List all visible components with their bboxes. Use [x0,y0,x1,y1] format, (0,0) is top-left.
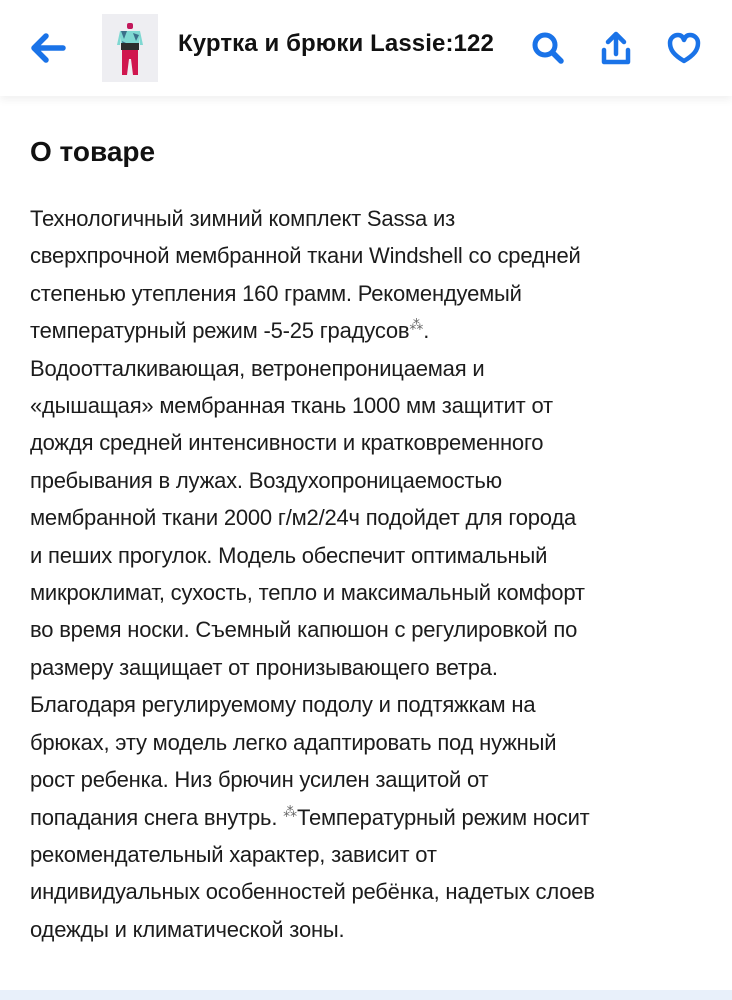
description-text [30,200,710,948]
description-line: размеру защищает от пронизывающего ветра. [30,654,498,680]
description-line: рост ребенка. Низ брючин усилен защитой от [30,767,489,793]
back-button[interactable] [26,26,70,70]
favorite-button[interactable] [664,28,704,68]
product-thumbnail[interactable] [102,14,158,82]
footnote-text: Температурный режим носит [296,804,590,830]
description-line: рекомендательный характер, зависит от [30,841,437,867]
search-button[interactable] [528,28,568,68]
description-line [30,312,710,349]
period: . [423,318,430,344]
section-title: О товаре [30,136,156,167]
description-line: и пеших прогулок. Модель обеспечит оптимальный [30,542,548,568]
description-line-text: попадания снега внутрь. [30,804,284,830]
description-line: индивидуальных особенностей ребёнка, надетых слоев [30,879,595,905]
description-line-text: температурный режим -5-25 градусов [30,318,410,344]
jacket-and-pants-image [110,17,150,79]
description-line: микроклимат, сухость, тепло и максимальный комфорт [30,580,585,606]
arrow-left-icon [30,33,66,63]
product-description-section [0,96,732,992]
footnote-asterisk: ⁂ [409,316,424,333]
description-line: дождя средней интенсивности и кратковременного [30,430,544,456]
description-line: мембранной ткани 2000 г/м2/24ч подойдет для города [30,505,577,531]
description-line: «дышащая» мембранная ткань 1000 мм защитит от [30,393,553,419]
description-line: пребывания в лужах. Воздухопроницаемостью [30,467,502,493]
description-line: Водоотталкивающая, ветронепроницаемая и [30,355,485,381]
share-button[interactable] [596,28,636,68]
top-bar [0,0,732,96]
description-line: Благодаря регулируемому подолу и подтяжкам на [30,692,536,718]
footnote-asterisk: ⁂ [283,803,297,820]
description-line: брюках, эту модель легко адаптировать под нужный [30,729,557,755]
description-line: Технологичный зимний комплект Sassa из [30,206,455,231]
heart-icon [666,31,702,65]
share-icon [599,30,633,66]
search-icon [530,30,566,66]
description-line [30,799,710,836]
description-line: степенью утепления 160 грамм. Рекомендуемый [30,280,522,306]
product-title: Куртка и брюки Lassie:122 [178,30,494,57]
description-line: одежды и климатической зоны. [30,916,345,942]
description-line: во время носки. Съемный капюшон с регулировкой по [30,617,578,643]
next-section-edge [0,990,732,1000]
description-line: сверхпрочной мембранной ткани Windshell со средней [30,243,581,269]
